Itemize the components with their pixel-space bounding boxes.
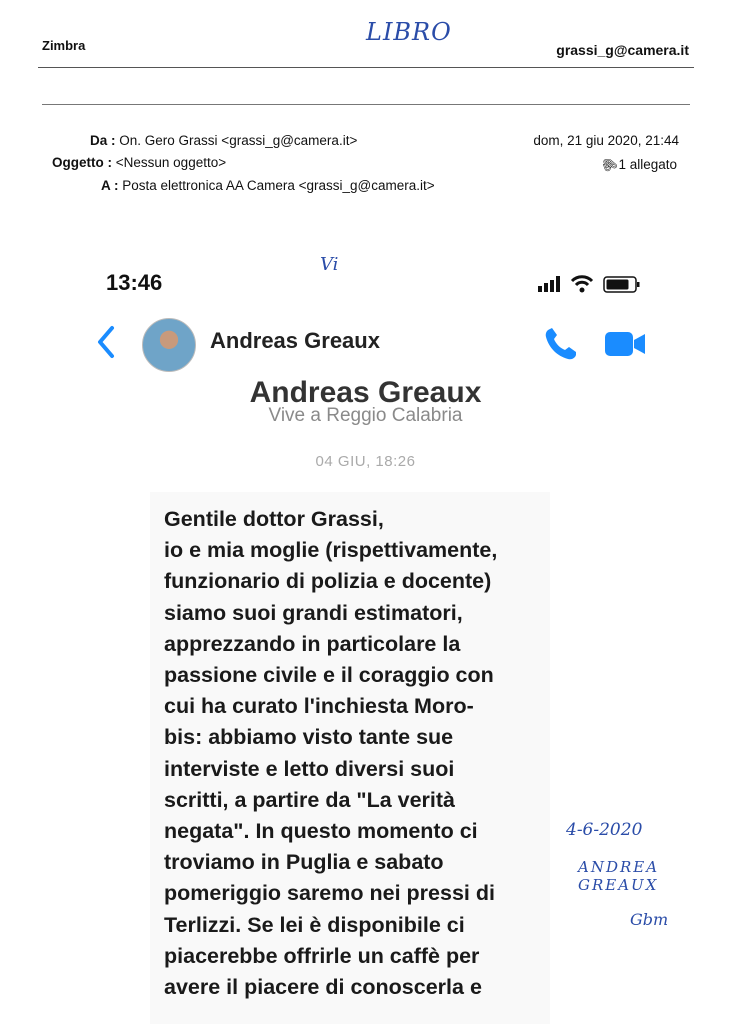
account-email: grassi_g@camera.it [556, 42, 689, 58]
message-text [164, 504, 564, 1003]
profile-location: Vive a Reggio Calabria [268, 405, 463, 426]
handwritten-name: ANDREA GREAUX [578, 858, 660, 894]
wifi-icon [572, 277, 592, 293]
message-line: negata". In questo momento ci [164, 819, 478, 844]
battery-icon [604, 277, 640, 292]
message-line: apprezzando in particolare la [164, 631, 461, 656]
subject-row [52, 155, 226, 170]
phone-call-icon[interactable] [542, 326, 580, 362]
message-line: passione civile e il coraggio con [164, 663, 494, 688]
handwritten-note-mid: Vi [320, 254, 339, 275]
message-timestamp: 04 GIU, 18:26 [315, 453, 416, 470]
handwritten-date: 4-6-2020 [566, 820, 643, 840]
message-line: pomeriggio saremo nei pressi di [164, 881, 495, 906]
app-name: Zimbra [42, 38, 86, 53]
from-value: On. Gero Grassi <grassi_g@camera.it> [119, 133, 358, 148]
subject-label: Oggetto : [52, 155, 112, 170]
attachment-link[interactable] [597, 153, 677, 176]
signal-icon [538, 276, 560, 292]
status-bar-icons [538, 272, 648, 296]
message-line: interviste e letto diversi suoi [164, 756, 455, 781]
back-chevron-icon[interactable] [92, 324, 122, 360]
message-line: Gentile dottor Grassi, [164, 507, 384, 531]
email-date: dom, 21 giu 2020, 21:44 [533, 133, 679, 148]
handwritten-signature: Gbm [630, 910, 669, 929]
paperclip-icon: 🖇 [597, 153, 620, 176]
message-line: scritti, a partire da "La verità [164, 787, 456, 812]
subject-value: <Nessun oggetto> [115, 155, 227, 170]
message-line: siamo suoi grandi estimatori, [164, 600, 463, 625]
video-call-icon[interactable] [604, 330, 646, 358]
profile-name-heading: Andreas Greaux [249, 376, 482, 409]
from-label: Da : [90, 133, 116, 148]
from-row [90, 133, 357, 148]
attachment-count: 1 allegato [618, 157, 677, 172]
message-line: avere il piacere di conoscerla e [164, 975, 482, 1000]
header-divider [38, 67, 694, 68]
status-time: 13:46 [106, 270, 163, 295]
to-row [101, 178, 435, 193]
to-label: A : [101, 178, 119, 193]
message-line: Terlizzi. Se lei è disponibile ci [164, 912, 465, 937]
header-divider-2 [42, 104, 690, 105]
message-line: piacerebbe offrirle un caffè per [164, 943, 480, 968]
message-line: funzionario di polizia e docente) [164, 569, 492, 594]
contact-name[interactable]: Andreas Greaux [210, 328, 380, 353]
message-line: bis: abbiamo visto tante sue [164, 725, 454, 750]
to-value: Posta elettronica AA Camera <grassi_g@camera.it> [122, 178, 435, 193]
message-line: cui ha curato l'inchiesta Moro- [164, 694, 474, 719]
handwritten-note-top: LIBRO [366, 18, 452, 46]
message-line: troviamo in Puglia e sabato [164, 850, 444, 875]
message-line: io e mia moglie (rispettivamente, [164, 538, 498, 563]
